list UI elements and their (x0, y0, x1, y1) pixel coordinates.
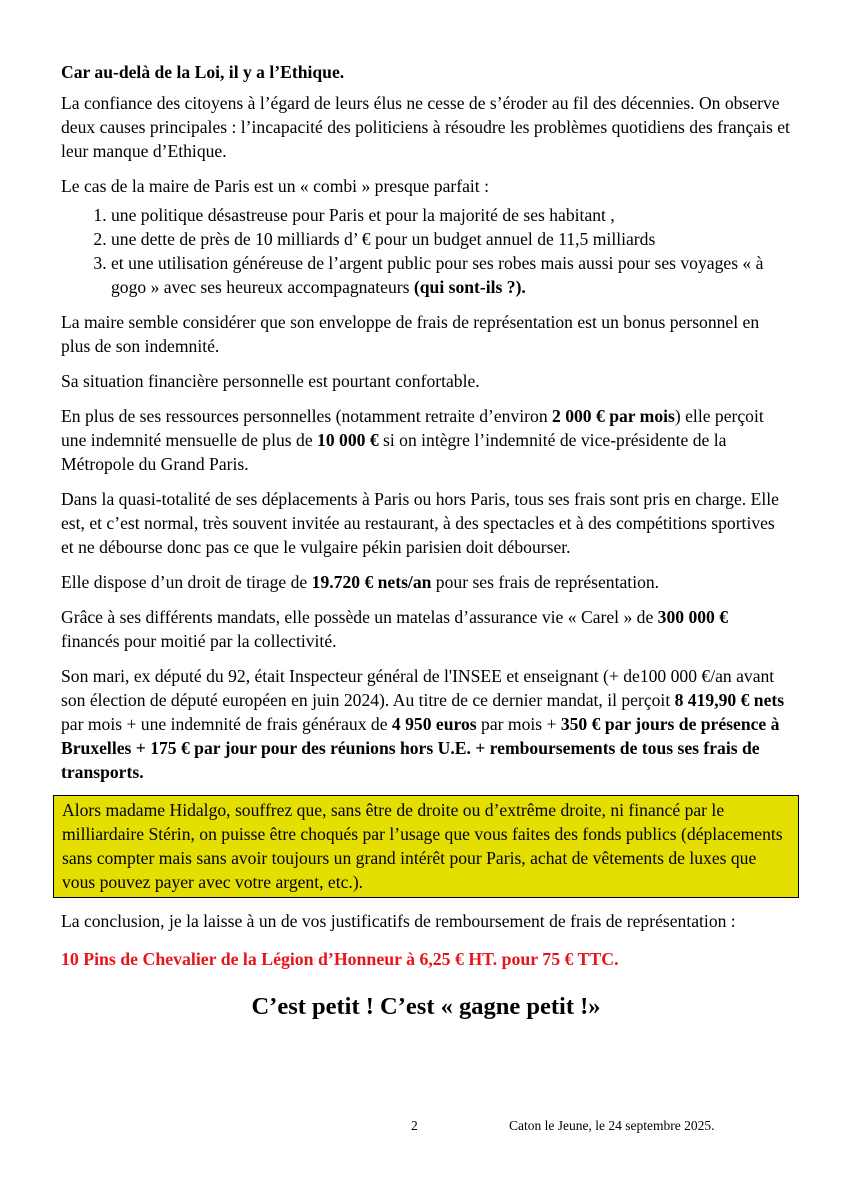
text-run: En plus de ses ressources personnelles (notamment retraite d’environ (61, 406, 553, 426)
bold-amount: 2 000 € par mois (552, 406, 675, 426)
text-run: par mois + une indemnité de frais généraux de (61, 714, 392, 734)
text-run: Elle dispose d’un droit de tirage de (61, 572, 312, 592)
list-item-text: et une utilisation généreuse de l’argent public pour ses robes mais aussi pour ses voyages « à gogo » avec ses heureux accompagnateurs (111, 253, 764, 297)
bold-amount: 19.720 € nets/an (311, 572, 432, 592)
page-number: 2 (411, 1118, 418, 1133)
list-item-text: une politique désastreuse pour Paris et pour la majorité de ses habitant , (111, 205, 615, 225)
paragraph-deplacements: Dans la quasi-totalité de ses déplacements à Paris ou hors Paris, tous ses frais sont pris en charge. Elle est, et c’est normal, très souvent invitée au restaurant, à des spectacles et à des compétitions sportives et ne débourse donc pas ce que le vulgaire pékin parisien doit débourser. (61, 489, 779, 557)
bold-amount: 8 419,90 € nets (674, 690, 785, 710)
text-run: ) elle perçoit une indemnité mensuelle de plus de (61, 406, 764, 450)
bold-amount: 10 000 € (317, 430, 379, 450)
document-title: Car au-delà de la Loi, il y a l’Ethique. (61, 62, 345, 82)
text-run: Son mari, ex député du 92, était Inspecteur général de l'INSEE et enseignant (+ de100 000 €/an avant son élection de député européen en juin 2024). Au titre de ce dernier mandat, il perçoit (61, 666, 775, 710)
closing-statement: C’est petit ! C’est « gagne petit !» (251, 993, 601, 1020)
text-run: pour ses frais de représentation. (431, 572, 660, 592)
document-page (61, 60, 791, 1019)
text-run: Grâce à ses différents mandats, elle possède un matelas d’assurance vie « Carel » de (61, 607, 658, 627)
text-run: financés pour moitié par la collectivité. (61, 631, 337, 651)
paragraph-mari (61, 664, 791, 784)
list-item (111, 203, 791, 227)
list-item (111, 251, 791, 299)
paragraph-ressources (61, 404, 791, 476)
paragraph-assurance (61, 605, 791, 653)
list-item (111, 227, 791, 251)
paragraph-conclusion: La conclusion, je la laisse à un de vos justificatifs de remboursement de frais de représentation : (61, 911, 736, 931)
list-item-text: une dette de près de 10 milliards d’ € pour un budget annuel de 11,5 milliards (111, 229, 656, 249)
paragraph-situation: Sa situation financière personnelle est pourtant confortable. (61, 371, 480, 391)
bold-amount: 350 € par jours de présence à Bruxelles + 175 € par jour pour des réunions hors U.E. + remboursements de tous ses frais de transports. (61, 714, 780, 782)
bold-amount: 4 950 euros (391, 714, 477, 734)
highlighted-box (53, 795, 799, 898)
bold-amount: 300 000 € (657, 607, 729, 627)
red-highlight-line: 10 Pins de Chevalier de la Légion d’Honneur à 6,25 € HT. pour 75 € TTC. (61, 949, 619, 969)
list-item-bold: (qui sont-ils ?). (413, 277, 526, 297)
text-run: par mois + (476, 714, 561, 734)
paragraph-intro: La confiance des citoyens à l’égard de leurs élus ne cesse de s’éroder au fil des décennies. On observe deux causes principales : l’incapacité des politiciens à résoudre les problèmes quotidiens des français et leur manque d’Ethique. (61, 93, 790, 161)
paragraph-combi: Le cas de la maire de Paris est un « combi » presque parfait : (61, 176, 489, 196)
numbered-list (61, 203, 791, 299)
highlighted-text: Alors madame Hidalgo, souffrez que, sans être de droite ou d’extrême droite, ni financé par le milliardaire Stérin, on puisse être choqués par l’usage que vous faites des fonds publics (déplacements sans compter mais sans avoir toujours un grand intérêt pour Paris, achat de vêtements de luxes que vous pouvez payer avec votre argent, etc.). (62, 800, 783, 892)
text-run: si on intègre l’indemnité de vice-présidente de la Métropole du Grand Paris. (61, 430, 727, 474)
paragraph-droit-tirage (61, 570, 791, 594)
paragraph-bonus: La maire semble considérer que son enveloppe de frais de représentation est un bonus personnel en plus de son indemnité. (61, 312, 760, 356)
signature-date: Caton le Jeune, le 24 septembre 2025. (509, 1118, 715, 1133)
